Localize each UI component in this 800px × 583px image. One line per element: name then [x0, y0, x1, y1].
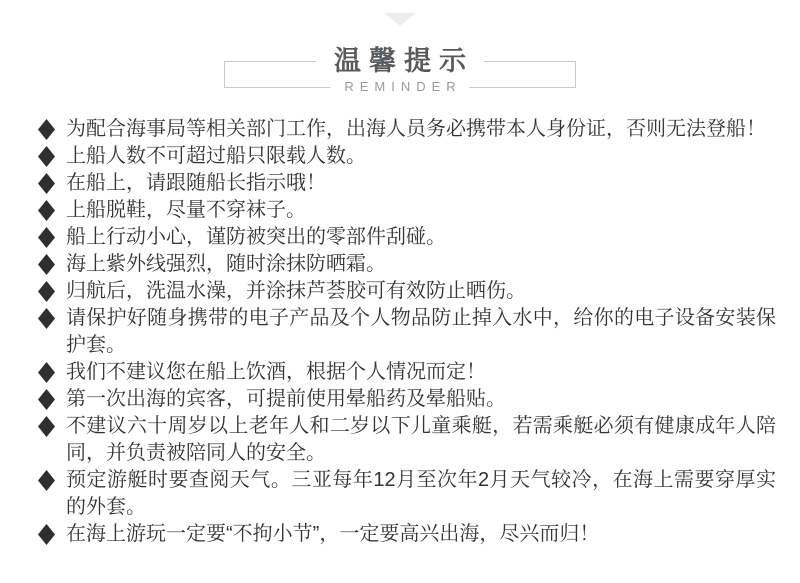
- list-item: [38, 359, 776, 386]
- page-subtitle: REMINDER: [330, 78, 469, 96]
- diamond-bullet-icon: [38, 389, 55, 410]
- list-item: [38, 305, 776, 359]
- diamond-bullet-icon: [38, 146, 55, 167]
- list-item: [38, 386, 776, 413]
- diamond-bullet-icon: [38, 308, 55, 329]
- list-item: [38, 197, 776, 224]
- header: [0, 13, 800, 94]
- list-item: [38, 521, 776, 548]
- notice-item-text: 为配合海事局等相关部门工作，出海人员务必携带本人身份证，否则无法登船！: [66, 118, 766, 140]
- notice-item-text: 上船脱鞋，尽量不穿袜子。: [66, 199, 306, 221]
- notice-item-text: 上船人数不可超过船只限载人数。: [66, 145, 366, 167]
- list-item: [38, 278, 776, 305]
- notice-item-text: 归航后，洗温水澡，并涂抹芦荟胶可有效防止晒伤。: [66, 280, 526, 302]
- notice-item-text: 海上紫外线强烈，随时涂抹防晒霜。: [66, 253, 386, 275]
- notice-item-text: 不建议六十周岁以上老年人和二岁以下儿童乘艇，若需乘艇必须有健康成年人陪同，并负责被陪同人的安全。: [66, 415, 776, 464]
- list-item: [38, 116, 776, 143]
- title-box: [224, 46, 576, 94]
- diamond-bullet-icon: [38, 524, 55, 545]
- list-item: [38, 224, 776, 251]
- notice-item-text: 船上行动小心，谨防被突出的零部件刮碰。: [66, 226, 446, 248]
- diamond-bullet-icon: [38, 281, 55, 302]
- list-item: [38, 467, 776, 521]
- list-item: [38, 143, 776, 170]
- diamond-bullet-icon: [38, 119, 55, 140]
- diamond-bullet-icon: [38, 362, 55, 383]
- notice-item-text: 请保护好随身携带的电子产品及个人物品防止掉入水中，给你的电子设备安装保护套。: [66, 307, 776, 356]
- list-item: [38, 170, 776, 197]
- diamond-bullet-icon: [38, 416, 55, 437]
- list-item: [38, 251, 776, 278]
- diamond-bullet-icon: [38, 254, 55, 275]
- diamond-bullet-icon: [38, 200, 55, 221]
- notice-item-text: 我们不建议您在船上饮酒，根据个人情况而定！: [66, 361, 486, 383]
- notice-list: [38, 116, 776, 548]
- notice-item-text: 在海上游玩一定要“不拘小节”，一定要高兴出海，尽兴而归！: [66, 523, 600, 545]
- diamond-bullet-icon: [38, 470, 55, 491]
- notice-item-text: 第一次出海的宾客，可提前使用晕船药及晕船贴。: [66, 388, 506, 410]
- list-item: [38, 413, 776, 467]
- notice-item-text: 在船上，请跟随船长指示哦！: [66, 172, 326, 194]
- diamond-bullet-icon: [38, 227, 55, 248]
- page-title: 温馨提示: [316, 45, 484, 77]
- down-triangle-icon: [384, 13, 416, 26]
- notice-item-text: 预定游艇时要查阅天气。三亚每年12月至次年2月天气较冷，在海上需要穿厚实的外套。: [66, 469, 776, 518]
- diamond-bullet-icon: [38, 173, 55, 194]
